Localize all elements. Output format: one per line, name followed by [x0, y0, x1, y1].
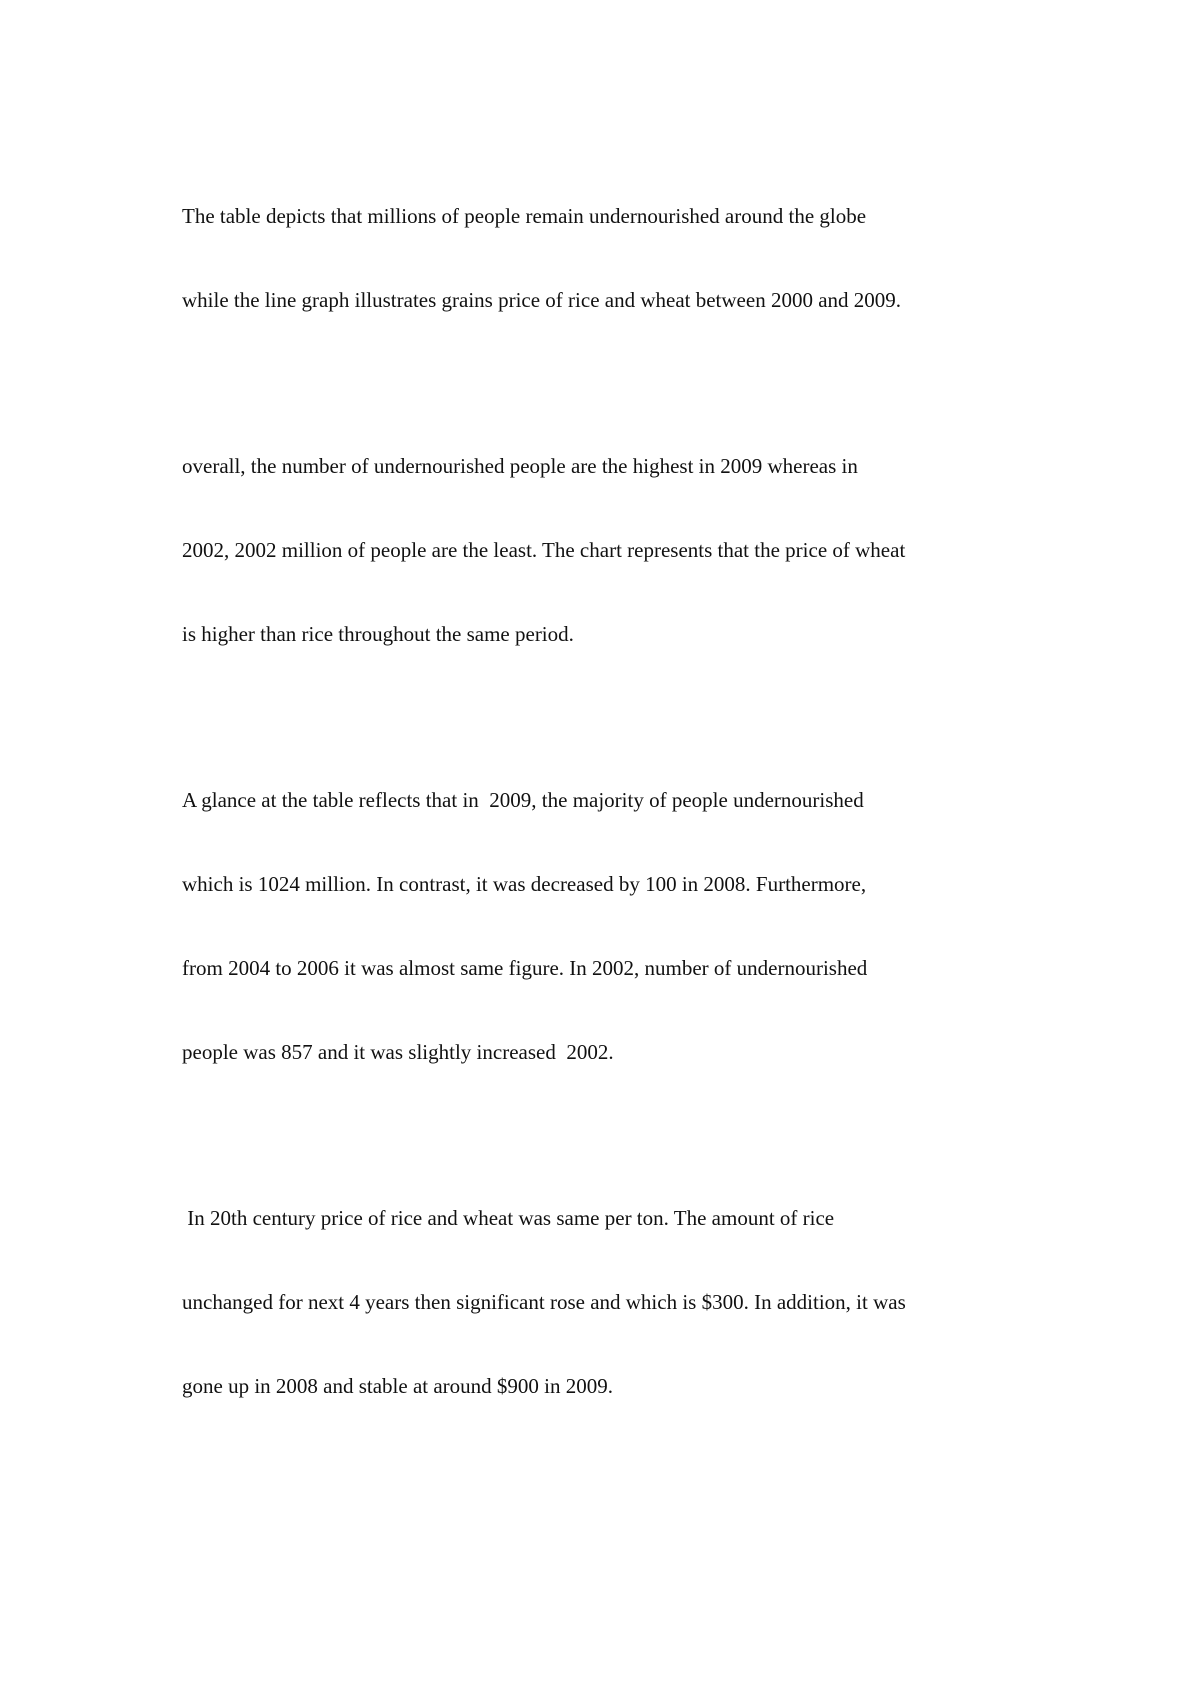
paragraph-line: is higher than rice throughout the same period. [182, 622, 574, 646]
paragraph-line: gone up in 2008 and stable at around $900 in 2009. [182, 1374, 614, 1398]
paragraph-line: 2002, 2002 million of people are the least. The chart represents that the price of wheat [182, 538, 906, 562]
paragraph-line: unchanged for next 4 years then significant rose and which is $300. In addition, it was [182, 1290, 906, 1314]
paragraph-line: people was 857 and it was slightly increased 2002. [182, 1040, 614, 1064]
document-body [182, 146, 1042, 1482]
paragraph-line: from 2004 to 2006 it was almost same figure. In 2002, number of undernourished [182, 956, 868, 980]
paragraph-line: A glance at the table reflects that in 2009, the majority of people undernourished [182, 788, 864, 812]
paragraph-line: In 20th century price of rice and wheat was same per ton. The amount of rice [182, 1206, 835, 1230]
paragraph-3 [182, 730, 1042, 1122]
paragraph-2 [182, 396, 1042, 704]
paragraph-line: while the line graph illustrates grains price of rice and wheat between 2000 and 2009. [182, 288, 902, 312]
paragraph-line: The table depicts that millions of people remain undernourished around the globe [182, 204, 867, 228]
paragraph-line: overall, the number of undernourished people are the highest in 2009 whereas in [182, 454, 858, 478]
paragraph-1 [182, 146, 1042, 370]
paragraph-line: which is 1024 million. In contrast, it was decreased by 100 in 2008. Furthermore, [182, 872, 867, 896]
paragraph-4 [182, 1148, 1042, 1456]
